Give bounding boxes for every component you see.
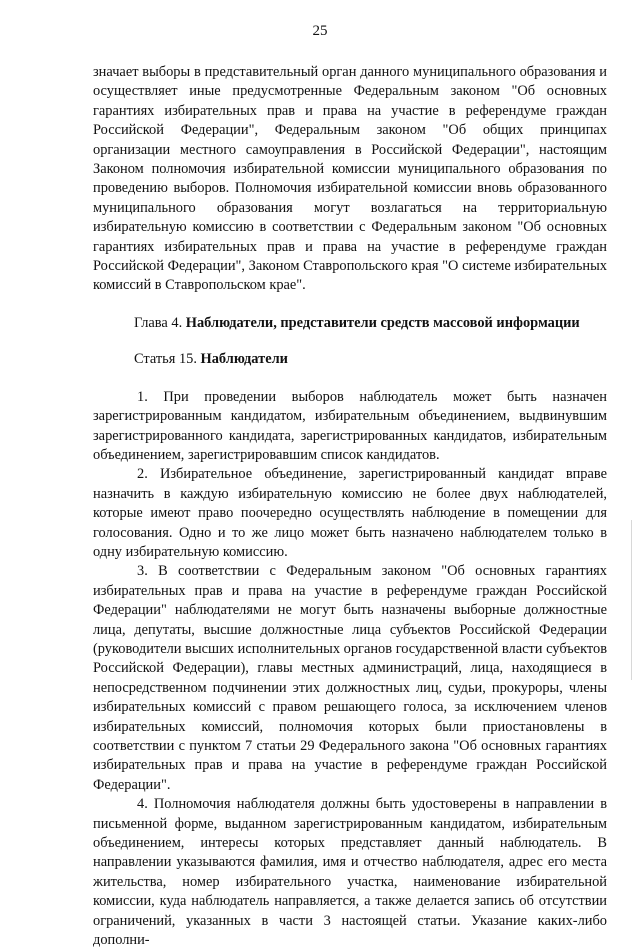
chapter-heading (93, 314, 607, 333)
clause-3: 3. В соответствии с Федеральным законом "Об основных гарантиях избирательных прав и права на участие в референдуме граждан Российской Федерации" наблюдателями не могут быть назначены выборные должностные лица, депутаты, высшие должностные лица субъектов Российской Федерации (руководители высших исполнительных органов государственной власти субъектов Российской Федерации), главы местных администраций, лица, находящиеся в непосредственном подчинении этих должностных лиц, судьи, прокуроры, члены избирательных комиссий с правом решающего голоса, за исключением членов избирательных комиссий, полномочия которых были приостановлены в соответствии с пунктом 7 статьи 29 Федерального закона "Об основных гарантиях избирательных прав и права на участие в референдуме граждан Российской Федерации". (93, 563, 607, 793)
article-heading (93, 350, 607, 369)
chapter-prefix: Глава 4. (134, 314, 186, 331)
clause-4: 4. Полномочия наблюдателя должны быть удостоверены в направлении в письменной форме, выданном зарегистрированным кандидатом, избирательным объединением, интересы которых представляет данный наблюдатель. В направлении указываются фамилия, имя и отчество наблюдателя, адрес его места жительства, номер избирательного участка, наименование избирательной комиссии, куда наблюдатель направляется, а также делается запись об отсутствии ограничений, указанных в части 3 настоящей статьи. Указание каких-либо дополни- (93, 796, 607, 949)
scan-margin-mark (631, 520, 632, 680)
clause-2: 2. Избирательное объединение, зарегистрированный кандидат вправе назначить в каждую избирательную комиссию не более двух наблюдателей, которые имеют право поочередно осуществлять наблюдение в помещении для голосования. Одно и то же лицо может быть назначено наблюдателем только в одну избирательную комиссию. (93, 466, 607, 560)
article-title: Наблюдатели (200, 351, 288, 368)
intro-paragraph: значает выборы в представительный орган данного муниципального образования и осуществляет иные предусмотренные Федеральным законом "Об основных гарантиях избирательных прав и права на участие в референдуме граждан Российской Федерации", Федеральным законом "Об общих принципах организации местного самоуправления в Российской Федерации", настоящим Законом полномочия избирательной комиссии муниципального образования по проведению выборов. Полномочия избирательной комиссии вновь образованного муниципального образования могут возлагаться на территориальную избирательную комиссию в соответствии с Федеральным законом "Об основных гарантиях избирательных прав и права на участие в референдуме граждан Российской Федерации", Законом Ставропольского края "О системе избирательных комиссий в Ставропольском крае". (93, 64, 607, 294)
clause-1: 1. При проведении выборов наблюдатель может быть назначен зарегистрированным кандидатом, избирательным объединением, выдвинувшим зарегистрированного кандидата, зарегистрированных кандидатов, избирательным объединением, зарегистрировавшим список кандидатов. (93, 388, 607, 463)
page-number: 25 (312, 23, 328, 39)
chapter-title: Наблюдатели, представители средств массовой информации (185, 314, 580, 331)
article-prefix: Статья 15. (134, 351, 201, 368)
page-content (93, 63, 607, 950)
